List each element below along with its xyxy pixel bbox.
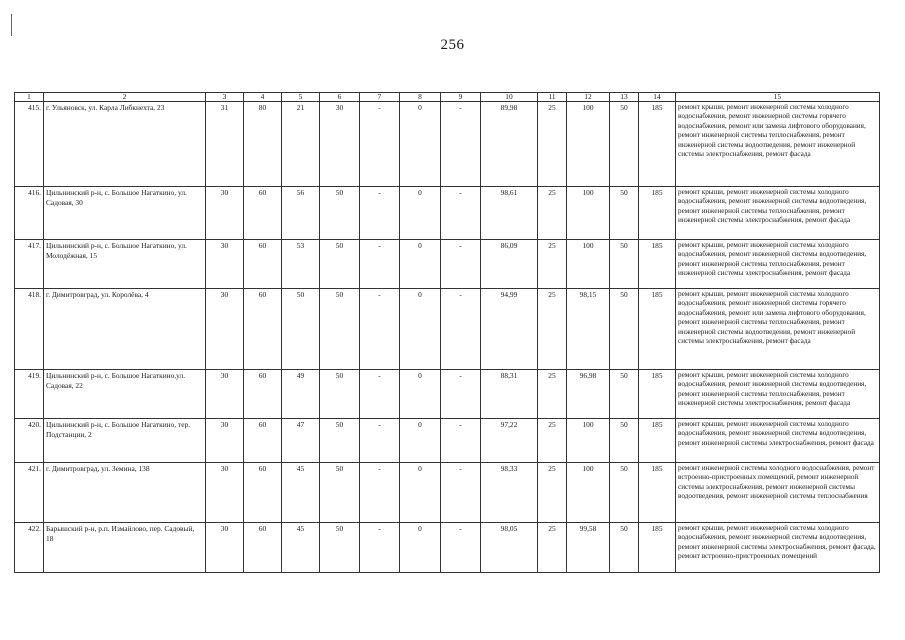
- value-cell-c10: 86,09: [481, 240, 538, 289]
- value-cell-c10: 98,61: [481, 187, 538, 240]
- value-cell-c6: 50: [320, 523, 360, 573]
- column-number-3: 3: [206, 93, 244, 102]
- column-number-1: 1: [15, 93, 44, 102]
- value-cell-c9: -: [441, 240, 481, 289]
- value-cell-c14: 185: [639, 463, 676, 523]
- row-number: 418.: [15, 289, 44, 370]
- column-number-11: 11: [538, 93, 567, 102]
- value-cell-c5: 53: [282, 240, 320, 289]
- works-cell: ремонт крыши, ремонт инженерной системы холодного водоснабжения, ремонт инженерной системы водоотведения, ремонт инженерной системы электроснабжения, ремонт фасада: [676, 419, 880, 463]
- value-cell-c3: 30: [206, 187, 244, 240]
- works-cell: ремонт инженерной системы холодного водоснабжения, ремонт встроенно-пристроенных помещений, ремонт инженерной системы электроснабжения, ремонт инженерной системы водоотведения, ремонт инженерной системы теплоснабжения: [676, 463, 880, 523]
- value-cell-c5: 21: [282, 102, 320, 187]
- value-cell-c13: 50: [610, 289, 639, 370]
- column-number-8: 8: [400, 93, 441, 102]
- table-row: [15, 463, 880, 523]
- value-cell-c12: 98,15: [567, 289, 610, 370]
- value-cell-c11: 25: [538, 523, 567, 573]
- value-cell-c5: 50: [282, 289, 320, 370]
- value-cell-c3: 30: [206, 289, 244, 370]
- value-cell-c7: -: [360, 240, 400, 289]
- table-row: [15, 102, 880, 187]
- value-cell-c5: 47: [282, 419, 320, 463]
- value-cell-c11: 25: [538, 463, 567, 523]
- value-cell-c11: 25: [538, 102, 567, 187]
- column-number-14: 14: [639, 93, 676, 102]
- value-cell-c13: 50: [610, 463, 639, 523]
- value-cell-c9: -: [441, 523, 481, 573]
- value-cell-c5: 49: [282, 370, 320, 419]
- page-number: 256: [440, 37, 465, 53]
- row-number: 422.: [15, 523, 44, 573]
- value-cell-c8: 0: [400, 463, 441, 523]
- value-cell-c6: 50: [320, 187, 360, 240]
- value-cell-c8: 0: [400, 289, 441, 370]
- value-cell-c6: 50: [320, 289, 360, 370]
- column-number-6: 6: [320, 93, 360, 102]
- value-cell-c11: 25: [538, 419, 567, 463]
- table-row: [15, 419, 880, 463]
- row-number: 415.: [15, 102, 44, 187]
- value-cell-c14: 185: [639, 523, 676, 573]
- value-cell-c8: 0: [400, 187, 441, 240]
- column-number-2: 2: [44, 93, 206, 102]
- value-cell-c14: 185: [639, 370, 676, 419]
- table-row: [15, 523, 880, 573]
- column-number-row: [15, 93, 880, 102]
- value-cell-c12: 100: [567, 419, 610, 463]
- value-cell-c14: 185: [639, 187, 676, 240]
- value-cell-c13: 50: [610, 240, 639, 289]
- row-number: 421.: [15, 463, 44, 523]
- value-cell-c5: 45: [282, 463, 320, 523]
- value-cell-c10: 88,31: [481, 370, 538, 419]
- repair-register-table: [14, 92, 880, 573]
- row-number: 417.: [15, 240, 44, 289]
- value-cell-c6: 50: [320, 240, 360, 289]
- value-cell-c4: 60: [244, 523, 282, 573]
- value-cell-c14: 185: [639, 102, 676, 187]
- value-cell-c8: 0: [400, 523, 441, 573]
- column-number-9: 9: [441, 93, 481, 102]
- value-cell-c4: 60: [244, 240, 282, 289]
- value-cell-c8: 0: [400, 370, 441, 419]
- works-cell: ремонт крыши, ремонт инженерной системы холодного водоснабжения, ремонт инженерной системы водоотведения, ремонт инженерной системы теплоснабжения, ремонт инженерной системы электроснабжения, ремонт фасада: [676, 187, 880, 240]
- column-number-7: 7: [360, 93, 400, 102]
- value-cell-c4: 60: [244, 370, 282, 419]
- value-cell-c6: 50: [320, 370, 360, 419]
- table-row: [15, 240, 880, 289]
- value-cell-c7: -: [360, 102, 400, 187]
- value-cell-c7: -: [360, 419, 400, 463]
- margin-mark: [11, 14, 12, 36]
- value-cell-c11: 25: [538, 187, 567, 240]
- row-number: 416.: [15, 187, 44, 240]
- value-cell-c13: 50: [610, 523, 639, 573]
- value-cell-c4: 60: [244, 289, 282, 370]
- row-number: 420.: [15, 419, 44, 463]
- value-cell-c12: 100: [567, 187, 610, 240]
- value-cell-c9: -: [441, 370, 481, 419]
- value-cell-c3: 30: [206, 370, 244, 419]
- address-cell: г. Димитровград, ул. Королёва, 4: [44, 289, 206, 370]
- table-row: [15, 370, 880, 419]
- value-cell-c7: -: [360, 523, 400, 573]
- column-number-5: 5: [282, 93, 320, 102]
- value-cell-c14: 185: [639, 289, 676, 370]
- value-cell-c6: 50: [320, 463, 360, 523]
- value-cell-c7: -: [360, 187, 400, 240]
- value-cell-c10: 94,99: [481, 289, 538, 370]
- works-cell: ремонт крыши, ремонт инженерной системы холодного водоснабжения, ремонт инженерной системы водоотведения, ремонт инженерной системы электроснабжения, ремонт фасада, ремонт встроенно-пристроенных помещений: [676, 523, 880, 573]
- value-cell-c11: 25: [538, 370, 567, 419]
- value-cell-c7: -: [360, 370, 400, 419]
- value-cell-c12: 100: [567, 240, 610, 289]
- value-cell-c3: 30: [206, 419, 244, 463]
- value-cell-c7: -: [360, 289, 400, 370]
- value-cell-c4: 60: [244, 187, 282, 240]
- address-cell: Цильнинский р-н, с. Большое Нагаткино,ул. Садовая, 22: [44, 370, 206, 419]
- row-number: 419.: [15, 370, 44, 419]
- value-cell-c9: -: [441, 102, 481, 187]
- address-cell: Цильнинский р-н, с. Большое Нагаткино, тер. Подстанции, 2: [44, 419, 206, 463]
- value-cell-c9: -: [441, 419, 481, 463]
- address-cell: Цильнинский р-н, с. Большое Нагаткино, ул. Садовая, 30: [44, 187, 206, 240]
- value-cell-c8: 0: [400, 240, 441, 289]
- works-cell: ремонт крыши, ремонт инженерной системы холодного водоснабжения, ремонт инженерной системы горячего водоснабжения, ремонт или замена лифтового оборудования, ремонт инженерной системы теплоснабжения, ремонт инженерной системы водоотведения, ремонт инженерной системы электроснабжения, ремонт фасада: [676, 289, 880, 370]
- value-cell-c14: 185: [639, 240, 676, 289]
- works-cell: ремонт крыши, ремонт инженерной системы холодного водоснабжения, ремонт инженерной системы водоотведения, ремонт инженерной системы теплоснабжения, ремонт инженерной системы электроснабжения, ремонт фасада: [676, 370, 880, 419]
- table-row: [15, 289, 880, 370]
- table-row: [15, 187, 880, 240]
- value-cell-c10: 89,98: [481, 102, 538, 187]
- value-cell-c4: 60: [244, 419, 282, 463]
- column-number-15: 15: [676, 93, 880, 102]
- value-cell-c3: 30: [206, 463, 244, 523]
- value-cell-c14: 185: [639, 419, 676, 463]
- works-cell: ремонт крыши, ремонт инженерной системы холодного водоснабжения, ремонт инженерной системы водоотведения, ремонт инженерной системы теплоснабжения, ремонт инженерной системы электроснабжения, ремонт фасада: [676, 240, 880, 289]
- value-cell-c12: 100: [567, 102, 610, 187]
- address-cell: г. Димитровград, ул. Земина, 138: [44, 463, 206, 523]
- value-cell-c5: 45: [282, 523, 320, 573]
- value-cell-c9: -: [441, 289, 481, 370]
- value-cell-c10: 97,22: [481, 419, 538, 463]
- value-cell-c6: 50: [320, 419, 360, 463]
- value-cell-c4: 60: [244, 463, 282, 523]
- value-cell-c12: 96,98: [567, 370, 610, 419]
- address-cell: Цильнинский р-н, с. Большое Нагаткино, ул. Молодёжная, 15: [44, 240, 206, 289]
- value-cell-c13: 50: [610, 370, 639, 419]
- value-cell-c3: 31: [206, 102, 244, 187]
- value-cell-c13: 50: [610, 102, 639, 187]
- value-cell-c8: 0: [400, 102, 441, 187]
- value-cell-c10: 98,05: [481, 523, 538, 573]
- address-cell: г. Ульяновск, ул. Карла Либкнехта, 23: [44, 102, 206, 187]
- value-cell-c12: 99,58: [567, 523, 610, 573]
- value-cell-c7: -: [360, 463, 400, 523]
- value-cell-c6: 30: [320, 102, 360, 187]
- value-cell-c11: 25: [538, 289, 567, 370]
- value-cell-c8: 0: [400, 419, 441, 463]
- value-cell-c13: 50: [610, 187, 639, 240]
- value-cell-c3: 30: [206, 523, 244, 573]
- value-cell-c4: 80: [244, 102, 282, 187]
- column-number-12: 12: [567, 93, 610, 102]
- value-cell-c9: -: [441, 187, 481, 240]
- value-cell-c10: 98,33: [481, 463, 538, 523]
- value-cell-c11: 25: [538, 240, 567, 289]
- column-number-13: 13: [610, 93, 639, 102]
- value-cell-c12: 100: [567, 463, 610, 523]
- column-number-4: 4: [244, 93, 282, 102]
- value-cell-c13: 50: [610, 419, 639, 463]
- address-cell: Барышский р-н, р.п. Измайлово, пер. Садовый, 18: [44, 523, 206, 573]
- value-cell-c9: -: [441, 463, 481, 523]
- value-cell-c5: 56: [282, 187, 320, 240]
- column-number-10: 10: [481, 93, 538, 102]
- value-cell-c3: 30: [206, 240, 244, 289]
- works-cell: ремонт крыши, ремонт инженерной системы холодного водоснабжения, ремонт инженерной системы горячего водоснабжения, ремонт или замена лифтового оборудования, ремонт инженерной системы теплоснабжения, ремонт инженерной системы водоотведения, ремонт инженерной системы электроснабжения, ремонт фасада: [676, 102, 880, 187]
